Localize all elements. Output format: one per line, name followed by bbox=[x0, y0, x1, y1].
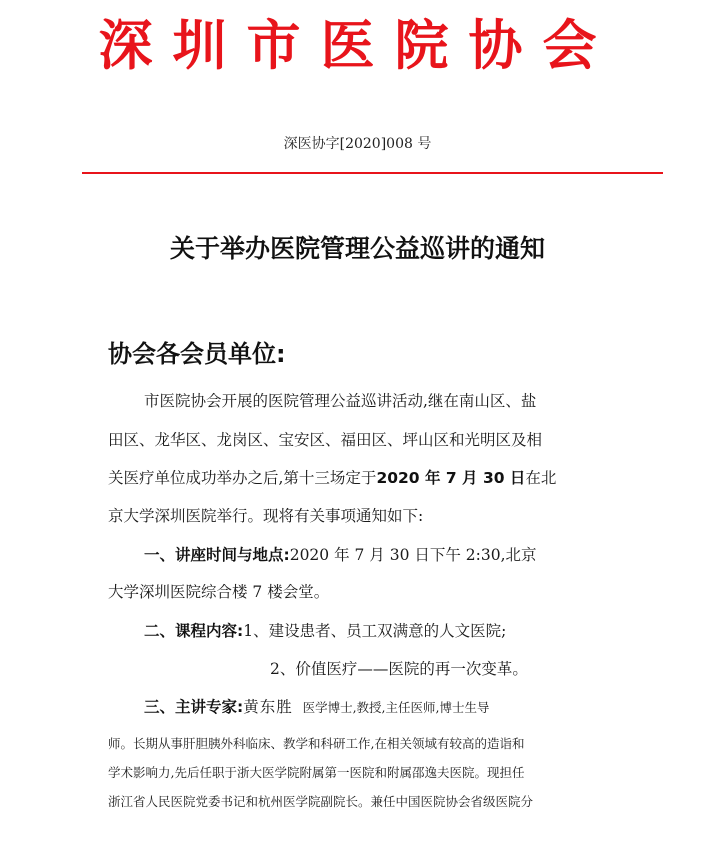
event-date: 2020 年 7 月 30 日 bbox=[376, 469, 526, 487]
section-2-heading: 二、课程内容: bbox=[144, 622, 244, 640]
section-1-line-1 bbox=[144, 544, 644, 566]
intro-line-3-end: 在北 bbox=[525, 469, 557, 487]
section-1-heading: 一、讲座时间与地点: bbox=[144, 546, 290, 564]
intro-line-3-text: 关医疗单位成功举办之后,第十三场定于 bbox=[108, 469, 377, 487]
section-2-line-1 bbox=[144, 620, 644, 642]
section-3-heading: 三、主讲专家: bbox=[144, 698, 244, 716]
intro-line-3 bbox=[108, 467, 608, 489]
salutation: 协会各会员单位: bbox=[108, 340, 286, 368]
speaker-bio-line-3: 浙江省人民医院党委书记和杭州医学院副院长。兼任中国医院协会省级医院分 bbox=[108, 794, 534, 809]
organization-letterhead: 深圳市医院协会 bbox=[98, 14, 617, 77]
intro-line-2: 田区、龙华区、龙岗区、宝安区、福田区、坪山区和光明区及相 bbox=[108, 431, 543, 449]
speaker-bio-line-1: 师。长期从事肝胆胰外科临床、教学和科研工作,在相关领域有较高的造诣和 bbox=[108, 736, 525, 751]
speaker-name: 黄东胜 bbox=[243, 698, 293, 716]
document-number: 深医协字[2020]008 号 bbox=[283, 136, 432, 152]
section-1-time-place: 2020 年 7 月 30 日下午 2:30,北京 bbox=[289, 546, 537, 564]
course-item-1: 1、建设患者、员工双满意的人文医院; bbox=[243, 622, 507, 640]
speaker-titles: 医学博士,教授,主任医师,博士生导 bbox=[302, 700, 490, 715]
document-title: 关于举办医院管理公益巡讲的通知 bbox=[169, 234, 545, 263]
red-divider-line bbox=[82, 172, 663, 174]
intro-line-1: 市医院协会开展的医院管理公益巡讲活动,继在南山区、盐 bbox=[144, 392, 537, 410]
speaker-bio-line-2: 学术影响力,先后任职于浙大医学院附属第一医院和附属邵逸夫医院。现担任 bbox=[108, 765, 525, 780]
section-3-line-1 bbox=[144, 696, 644, 719]
course-item-2: 2、价值医疗——医院的再一次变革。 bbox=[270, 660, 528, 678]
section-1-line-2: 大学深圳医院综合楼 7 楼会堂。 bbox=[108, 583, 330, 601]
intro-line-4: 京大学深圳医院举行。现将有关事项通知如下: bbox=[108, 507, 424, 525]
